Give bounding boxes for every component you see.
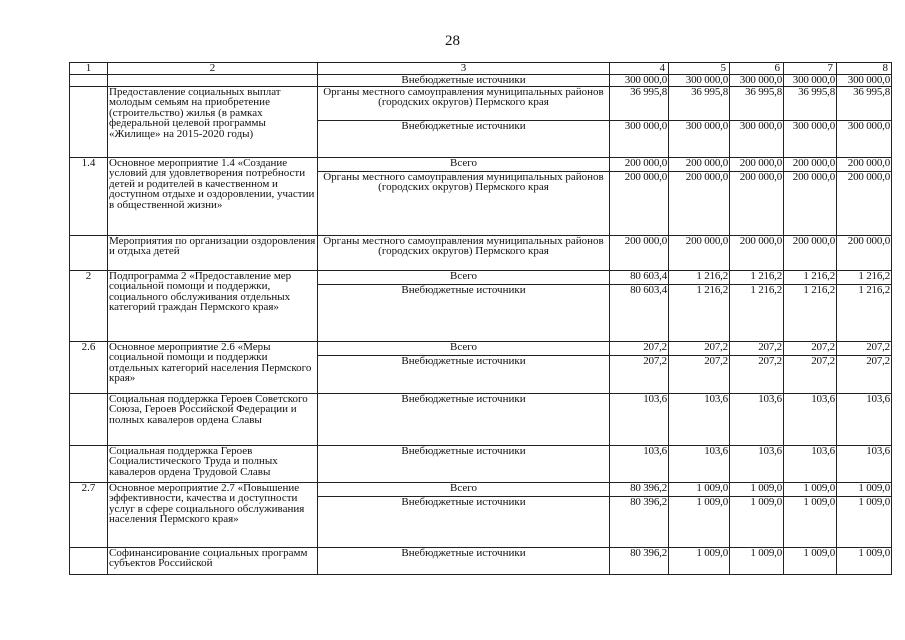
amount-cell: 1 216,2 [730,284,784,341]
amount-cell: 207,2 [784,355,837,393]
row-number-cell [70,75,108,87]
budget-table [69,62,892,575]
amount-cell: 200 000,0 [669,171,730,235]
amount-cell: 36 995,8 [784,86,837,120]
amount-cell: 207,2 [610,341,669,355]
funding-source-cell: Внебюджетные источники [318,547,610,574]
row-number-cell: 1.4 [70,157,108,235]
amount-cell: 103,6 [669,445,730,482]
item-name-cell: Предоставление социальных выплат молодым семьям на приобретение (строительство) жилья (в рамках федеральной целевой программы «Жилище» на 2015-2020 годы) [108,86,318,157]
item-name-cell: Софинансирование социальных программ субъектов Российской [108,547,318,574]
item-name-cell: Мероприятия по организации оздоровления и отдыха детей [108,235,318,270]
table-row [70,445,892,482]
funding-source-cell: Всего [318,270,610,284]
amount-cell: 200 000,0 [610,171,669,235]
amount-cell: 200 000,0 [784,235,837,270]
amount-cell: 300 000,0 [669,120,730,157]
amount-cell: 200 000,0 [610,157,669,171]
amount-cell: 103,6 [669,393,730,445]
funding-source-cell: Внебюджетные источники [318,496,610,547]
amount-cell: 1 009,0 [730,547,784,574]
amount-cell: 1 009,0 [669,482,730,496]
amount-cell: 1 009,0 [784,482,837,496]
amount-cell: 103,6 [610,393,669,445]
table-row [70,393,892,445]
amount-cell: 207,2 [610,355,669,393]
amount-cell: 200 000,0 [784,157,837,171]
amount-cell: 300 000,0 [610,120,669,157]
table-row [70,341,892,355]
amount-cell: 103,6 [730,445,784,482]
table-row [70,157,892,171]
amount-cell: 300 000,0 [730,75,784,87]
amount-cell: 300 000,0 [784,120,837,157]
amount-cell: 200 000,0 [837,235,892,270]
table-row [70,270,892,284]
amount-cell: 207,2 [784,341,837,355]
item-name-cell: Основное мероприятие 2.6 «Меры социальной помощи и поддержки отдельных категорий населения Пермского края» [108,341,318,393]
column-number: 7 [784,63,837,75]
amount-cell: 36 995,8 [837,86,892,120]
item-name-cell: Подпрограмма 2 «Предоставление мер социальной помощи и поддержки, социального обслуживания отдельных категорий граждан Пермского края» [108,270,318,341]
amount-cell: 1 216,2 [837,284,892,341]
row-number-cell: 2.6 [70,341,108,393]
amount-cell: 1 216,2 [730,270,784,284]
amount-cell: 103,6 [784,445,837,482]
amount-cell: 103,6 [610,445,669,482]
table-row [70,86,892,120]
amount-cell: 200 000,0 [669,235,730,270]
column-number: 1 [70,63,108,75]
funding-source-cell: Внебюджетные источники [318,355,610,393]
amount-cell: 1 216,2 [784,270,837,284]
amount-cell: 1 009,0 [837,547,892,574]
amount-cell: 207,2 [669,355,730,393]
item-name-cell: Основное мероприятие 2.7 «Повышение эффективности, качества и доступности услуг в сфере социального обслуживания населения Пермского края» [108,482,318,547]
row-number-cell [70,445,108,482]
amount-cell: 200 000,0 [837,157,892,171]
amount-cell: 103,6 [837,445,892,482]
row-number-cell: 2 [70,270,108,341]
amount-cell: 300 000,0 [669,75,730,87]
amount-cell: 1 216,2 [669,270,730,284]
amount-cell: 80 396,2 [610,496,669,547]
row-number-cell [70,235,108,270]
amount-cell: 1 009,0 [837,496,892,547]
amount-cell: 200 000,0 [784,171,837,235]
amount-cell: 103,6 [730,393,784,445]
column-number: 4 [610,63,669,75]
page-number: 28 [445,33,460,49]
table-row [70,547,892,574]
amount-cell: 1 009,0 [730,482,784,496]
amount-cell: 1 009,0 [784,547,837,574]
row-number-cell [70,547,108,574]
funding-source-cell: Органы местного самоуправления муниципальных районов (городских округов) Пермского края [318,171,610,235]
amount-cell: 200 000,0 [669,157,730,171]
amount-cell: 1 216,2 [837,270,892,284]
funding-source-cell: Внебюджетные источники [318,445,610,482]
amount-cell: 1 009,0 [784,496,837,547]
column-number: 8 [837,63,892,75]
amount-cell: 200 000,0 [610,235,669,270]
amount-cell: 300 000,0 [610,75,669,87]
funding-source-cell: Органы местного самоуправления муниципальных районов (городских округов) Пермского края [318,86,610,120]
amount-cell: 1 009,0 [730,496,784,547]
amount-cell: 200 000,0 [837,171,892,235]
item-name-cell: Социальная поддержка Героев Социалистического Труда и полных кавалеров ордена Трудовой Славы [108,445,318,482]
amount-cell: 300 000,0 [837,75,892,87]
amount-cell: 80 396,2 [610,547,669,574]
funding-source-cell: Внебюджетные источники [318,75,610,87]
row-number-cell: 2.7 [70,482,108,547]
amount-cell: 1 009,0 [837,482,892,496]
column-number: 6 [730,63,784,75]
amount-cell: 36 995,8 [610,86,669,120]
column-number: 2 [108,63,318,75]
row-number-cell [70,86,108,157]
amount-cell: 207,2 [730,355,784,393]
amount-cell: 200 000,0 [730,235,784,270]
table-row [70,75,892,87]
amount-cell: 200 000,0 [730,157,784,171]
amount-cell: 36 995,8 [730,86,784,120]
row-number-cell [70,393,108,445]
column-number-row [70,63,892,75]
amount-cell: 103,6 [837,393,892,445]
amount-cell: 1 216,2 [784,284,837,341]
item-name-cell: Основное мероприятие 1.4 «Создание условий для удовлетворения потребности детей и родителей в качественном и доступном отдыхе и оздоровлении, участии в общественной жизни» [108,157,318,235]
amount-cell: 1 009,0 [669,547,730,574]
item-name-cell: Социальная поддержка Героев Советского Союза, Героев Российской Федерации и полных кавалеров ордена Славы [108,393,318,445]
funding-source-cell: Внебюджетные источники [318,284,610,341]
table-row [70,482,892,496]
amount-cell: 300 000,0 [784,75,837,87]
amount-cell: 36 995,8 [669,86,730,120]
amount-cell: 103,6 [784,393,837,445]
amount-cell: 80 603,4 [610,284,669,341]
amount-cell: 207,2 [730,341,784,355]
column-number: 5 [669,63,730,75]
amount-cell: 300 000,0 [837,120,892,157]
amount-cell: 300 000,0 [730,120,784,157]
amount-cell: 80 396,2 [610,482,669,496]
amount-cell: 200 000,0 [730,171,784,235]
amount-cell: 207,2 [837,341,892,355]
funding-source-cell: Внебюджетные источники [318,120,610,157]
amount-cell: 207,2 [837,355,892,393]
table-body [70,75,892,575]
amount-cell: 207,2 [669,341,730,355]
funding-source-cell: Всего [318,341,610,355]
amount-cell: 1 216,2 [669,284,730,341]
amount-cell: 80 603,4 [610,270,669,284]
funding-source-cell: Всего [318,157,610,171]
amount-cell: 1 009,0 [669,496,730,547]
funding-source-cell: Внебюджетные источники [318,393,610,445]
table-row [70,235,892,270]
column-number: 3 [318,63,610,75]
funding-source-cell: Всего [318,482,610,496]
item-name-cell [108,75,318,87]
funding-source-cell: Органы местного самоуправления муниципальных районов (городских округов) Пермского края [318,235,610,270]
